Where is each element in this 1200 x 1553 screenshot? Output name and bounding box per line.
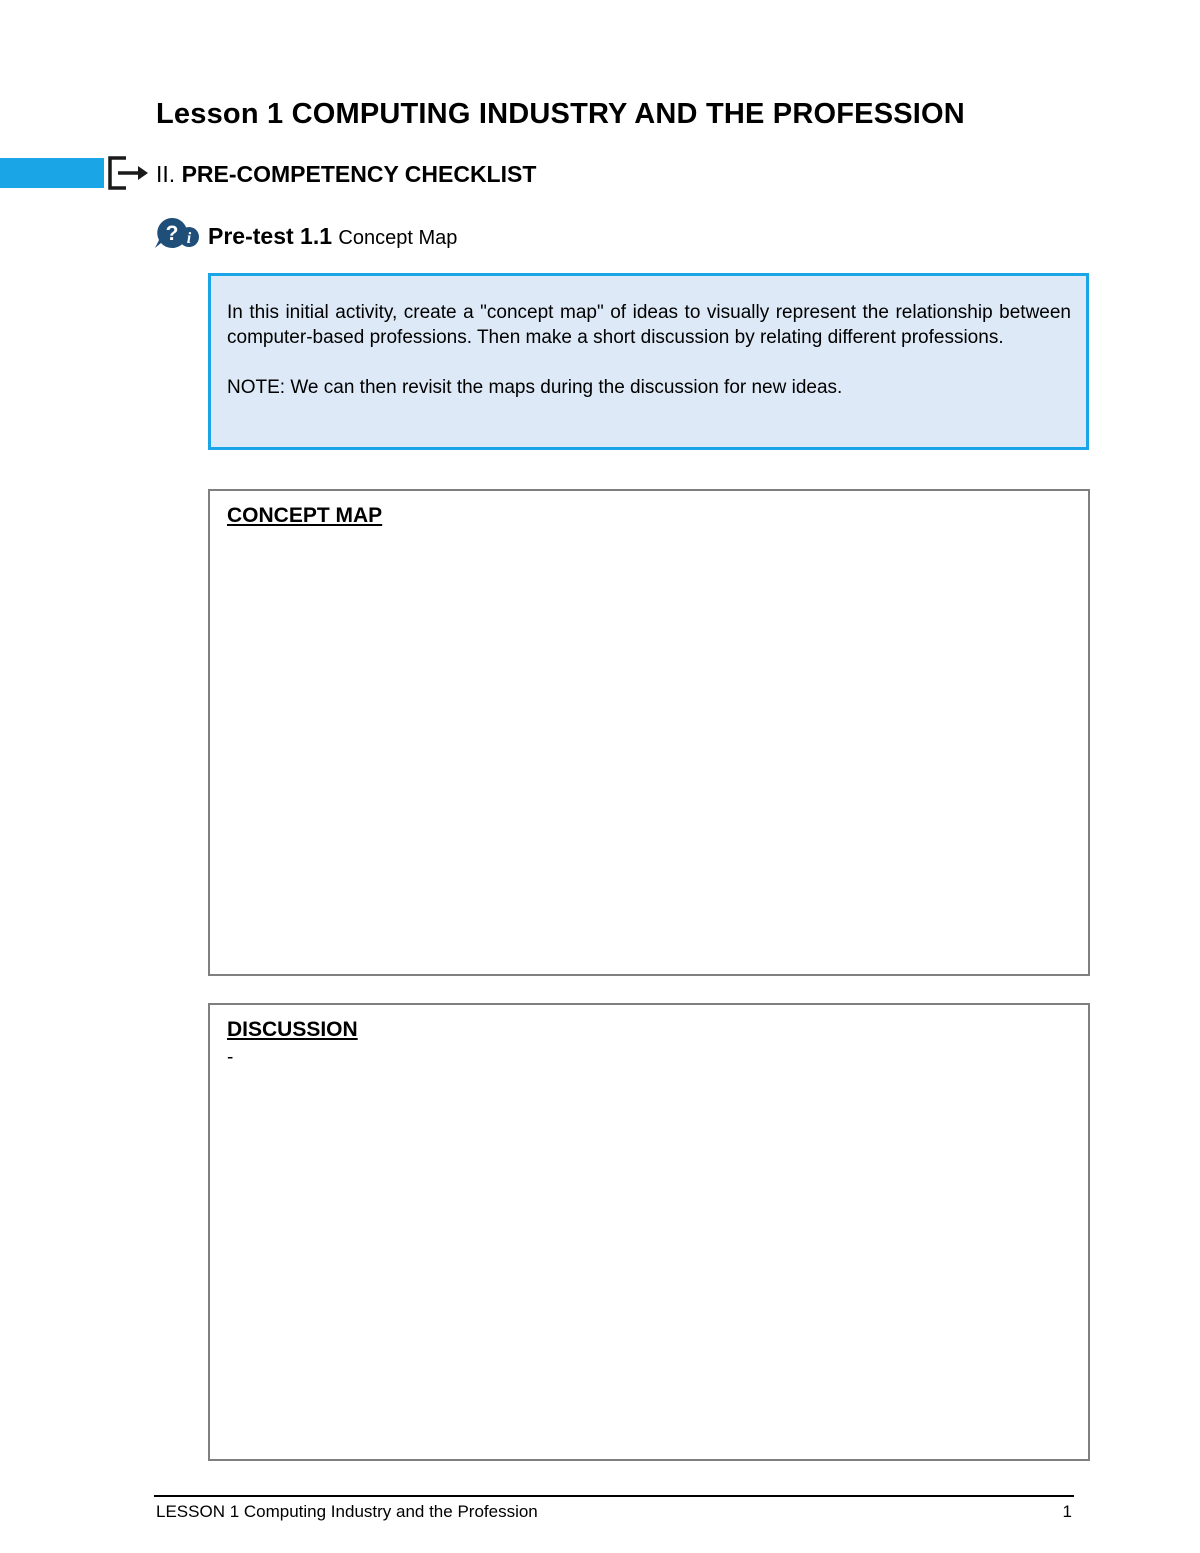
concept-map-title: CONCEPT MAP bbox=[227, 504, 383, 527]
concept-map-content[interactable] bbox=[227, 529, 1071, 559]
section-heading bbox=[156, 161, 536, 188]
instruction-box bbox=[208, 273, 1089, 450]
instruction-paragraph: In this initial activity, create a "concept map" of ideas to visually represent the relationship between computer-based professions. Then make a short discussion by relating different professions. bbox=[227, 302, 1071, 348]
discussion-content[interactable]: - bbox=[227, 1047, 234, 1068]
svg-text:i: i bbox=[186, 230, 192, 247]
discussion-title: DISCUSSION bbox=[227, 1018, 358, 1041]
lesson-title: Lesson 1 COMPUTING INDUSTRY AND THE PROFESSION bbox=[156, 98, 965, 130]
svg-text:?: ? bbox=[165, 222, 179, 245]
pretest-name: Concept Map bbox=[338, 227, 458, 249]
page-number: 1 bbox=[1062, 1502, 1072, 1521]
section-accent-bar bbox=[0, 158, 104, 188]
question-info-icon bbox=[154, 216, 202, 250]
section-numeral: II. bbox=[156, 161, 176, 187]
concept-map-box[interactable] bbox=[208, 489, 1090, 976]
exit-arrow-icon bbox=[106, 154, 152, 192]
pretest-heading bbox=[208, 223, 457, 250]
section-title: PRE-COMPETENCY CHECKLIST bbox=[181, 161, 537, 187]
discussion-box[interactable] bbox=[208, 1003, 1090, 1461]
footer-divider bbox=[154, 1495, 1074, 1497]
pretest-label: Pre-test 1.1 bbox=[208, 223, 333, 249]
footer-title: LESSON 1 Computing Industry and the Profession bbox=[156, 1502, 538, 1521]
instruction-note: NOTE: We can then revisit the maps during the discussion for new ideas. bbox=[227, 377, 843, 398]
